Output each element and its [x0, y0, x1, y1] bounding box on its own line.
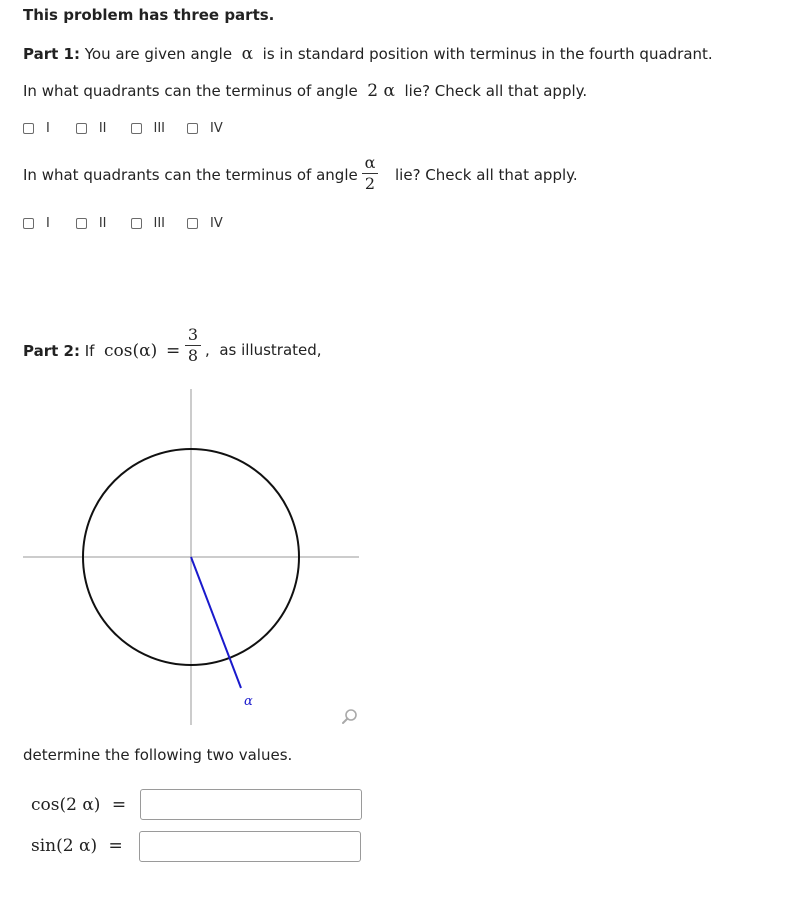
cos2a-input[interactable] — [140, 789, 362, 820]
part2-cos-expr: cos(α) — [104, 341, 158, 361]
q1-option-3[interactable]: III — [131, 121, 166, 136]
q2-option-1[interactable]: I — [23, 216, 50, 231]
part1-given-b: is in standard position with terminus in the fourth quadrant. — [262, 45, 713, 63]
q1-text: In what quadrants can the terminus of angle — [23, 82, 358, 100]
q2-text: In what quadrants can the terminus of angle — [23, 166, 358, 184]
zoom-icon[interactable] — [341, 708, 359, 726]
q2-option-3[interactable]: III — [131, 216, 166, 231]
cos2a-label: cos(2 α) = — [31, 795, 127, 815]
part2-heading: Part 2: — [23, 342, 80, 360]
q2-option-4[interactable]: IV — [187, 216, 223, 231]
part1-given-a: You are given angle — [84, 45, 233, 63]
q1-option-1[interactable]: I — [23, 121, 50, 136]
q1-option-4[interactable]: IV — [187, 121, 223, 136]
terminal-ray — [191, 557, 241, 688]
part2-equals: = — [166, 341, 181, 361]
determine-text: determine the following two values. — [23, 746, 293, 764]
sin2a-label: sin(2 α) = — [31, 836, 123, 856]
intro-text: This problem has three parts. — [23, 6, 275, 24]
q2-numerator: α — [364, 153, 376, 172]
part2-numerator: 3 — [187, 325, 199, 344]
q1-angle: 2 α — [367, 81, 395, 101]
part2-comma: , — [205, 341, 210, 359]
part1-heading: Part 1: — [23, 45, 80, 63]
q2-tail: lie? Check all that apply. — [395, 166, 578, 184]
sin2a-input[interactable] — [139, 831, 361, 862]
q2-denominator: 2 — [364, 174, 376, 193]
q1-tail: lie? Check all that apply. — [404, 82, 588, 100]
part2-if: If — [84, 342, 95, 360]
q1-option-2[interactable]: II — [76, 121, 107, 136]
part2-denominator: 8 — [187, 346, 199, 365]
alpha-label: α — [244, 694, 253, 709]
part2-illustrated: as illustrated, — [219, 341, 322, 359]
part1-alpha: α — [241, 44, 254, 64]
q2-option-2[interactable]: II — [76, 216, 107, 231]
